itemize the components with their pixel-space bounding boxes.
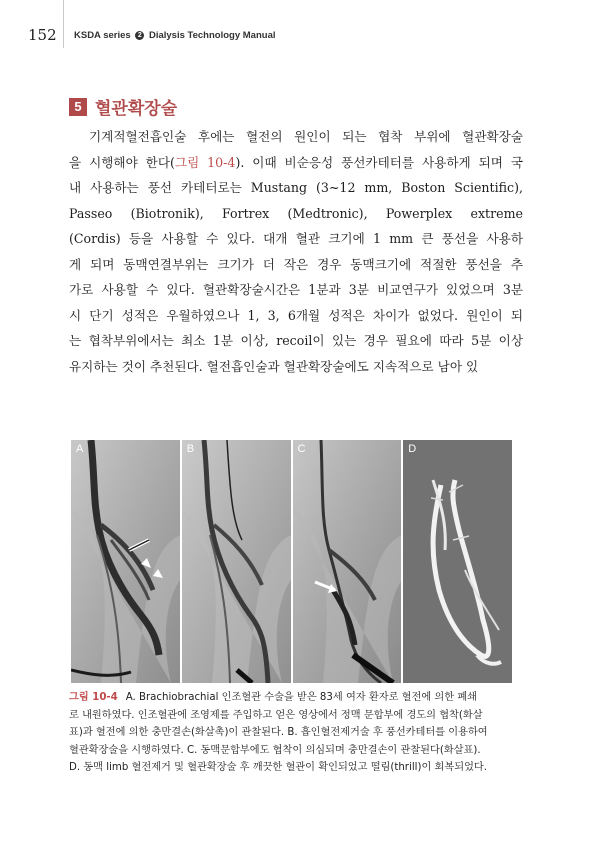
body-paragraph [69,124,523,379]
angiogram-image [293,440,402,683]
page-number: 152 [28,26,57,44]
body-line: Passeo (Biotronik), Fortrex (Medtronic), Powerplex extreme [69,205,523,221]
book-title: Dialysis Technology Manual [148,30,276,41]
series-number-badge: 2 [135,31,144,40]
body-line: 는 협착부위에서는 최소 1분 이상, recoil이 있는 경우 필요에 따라 5분 이상 [69,333,523,348]
body-text-segment: ). 이때 비순응성 풍선카테터를 사용하게 되며 국 [235,154,523,170]
angiogram-panel-a [71,440,180,683]
body-line: 내 사용하는 풍선 카테터로는 Mustang (3~12 mm, Boston Scientific), [69,180,523,195]
figure-caption [69,689,521,777]
panel-label-b: B [186,443,195,455]
running-header [74,30,276,41]
section-number-badge: 5 [69,98,87,116]
angiogram-panel-d [403,440,512,683]
angiogram-panel-b [182,440,291,683]
angiogram-image [182,440,291,683]
angiogram-image [403,440,512,683]
body-line: (Cordis) 등을 사용할 수 있다. 대개 혈관 크기에 1 mm 큰 풍선을 사용하 [69,231,523,246]
caption-text: A. Brachiobrachial 인조혈관 수술을 받은 83세 여자 환자로 혈전에 의한 폐쇄 [125,692,478,703]
caption-line: 혈관확장술을 시행하였다. C. 동맥문합부에도 협착이 의심되며 충만결손이 관찰된다(화살표). [69,744,481,756]
caption-line: 표)과 혈전에 의한 충만결손(화살촉)이 관찰된다. B. 흡인혈전제거술 후 풍선카테터를 이용하여 [69,727,488,738]
figure-reference-link[interactable]: 그림 10-4 [174,154,236,170]
panel-label-a: A [76,443,84,455]
section-title: 혈관확장술 [95,99,178,119]
body-line: 유지하는 것이 추천된다. 혈전흡인술과 혈관확장술에도 지속적으로 남아 있 [69,358,479,374]
caption-line [69,689,521,707]
panel-label-d: D [408,443,417,455]
caption-label: 그림 10-4 [69,692,118,703]
angiogram-image [71,440,180,683]
body-line: 기계적혈전흡인술 후에는 혈전의 원인이 되는 협착 부위에 혈관확장술 [89,129,523,144]
body-line: 가로 사용할 수 있다. 혈관확장술시간은 1분과 3분 비교연구가 있었으며 3분 [69,282,523,297]
body-line: 시 단기 성적은 우월하였으나 1, 3, 6개월 성적은 차이가 없었다. 원인이 되 [69,307,523,323]
section-heading [69,94,177,119]
header-rule [63,0,64,48]
angiography-figure [71,440,512,683]
body-line: 게 되며 동맥연결부위는 크기가 더 작은 경우 동맥크기에 적절한 풍선을 추 [69,256,523,272]
angiogram-panel-c [293,440,402,683]
caption-line: 로 내원하였다. 인조혈관에 조영제를 주입하고 얻은 영상에서 정맥 문합부에 경도의 협착(화살 [69,709,483,721]
body-text-segment: 을 시행해야 한다( [69,154,175,170]
series-name: KSDA series [74,30,131,41]
caption-line: D. 동맥 limb 혈전제거 및 혈관확장술 후 깨끗한 혈관이 확인되었고 떨림(thrill)이 회복되었다. [69,762,487,773]
body-line [69,150,523,176]
panel-label-c: C [297,443,306,455]
